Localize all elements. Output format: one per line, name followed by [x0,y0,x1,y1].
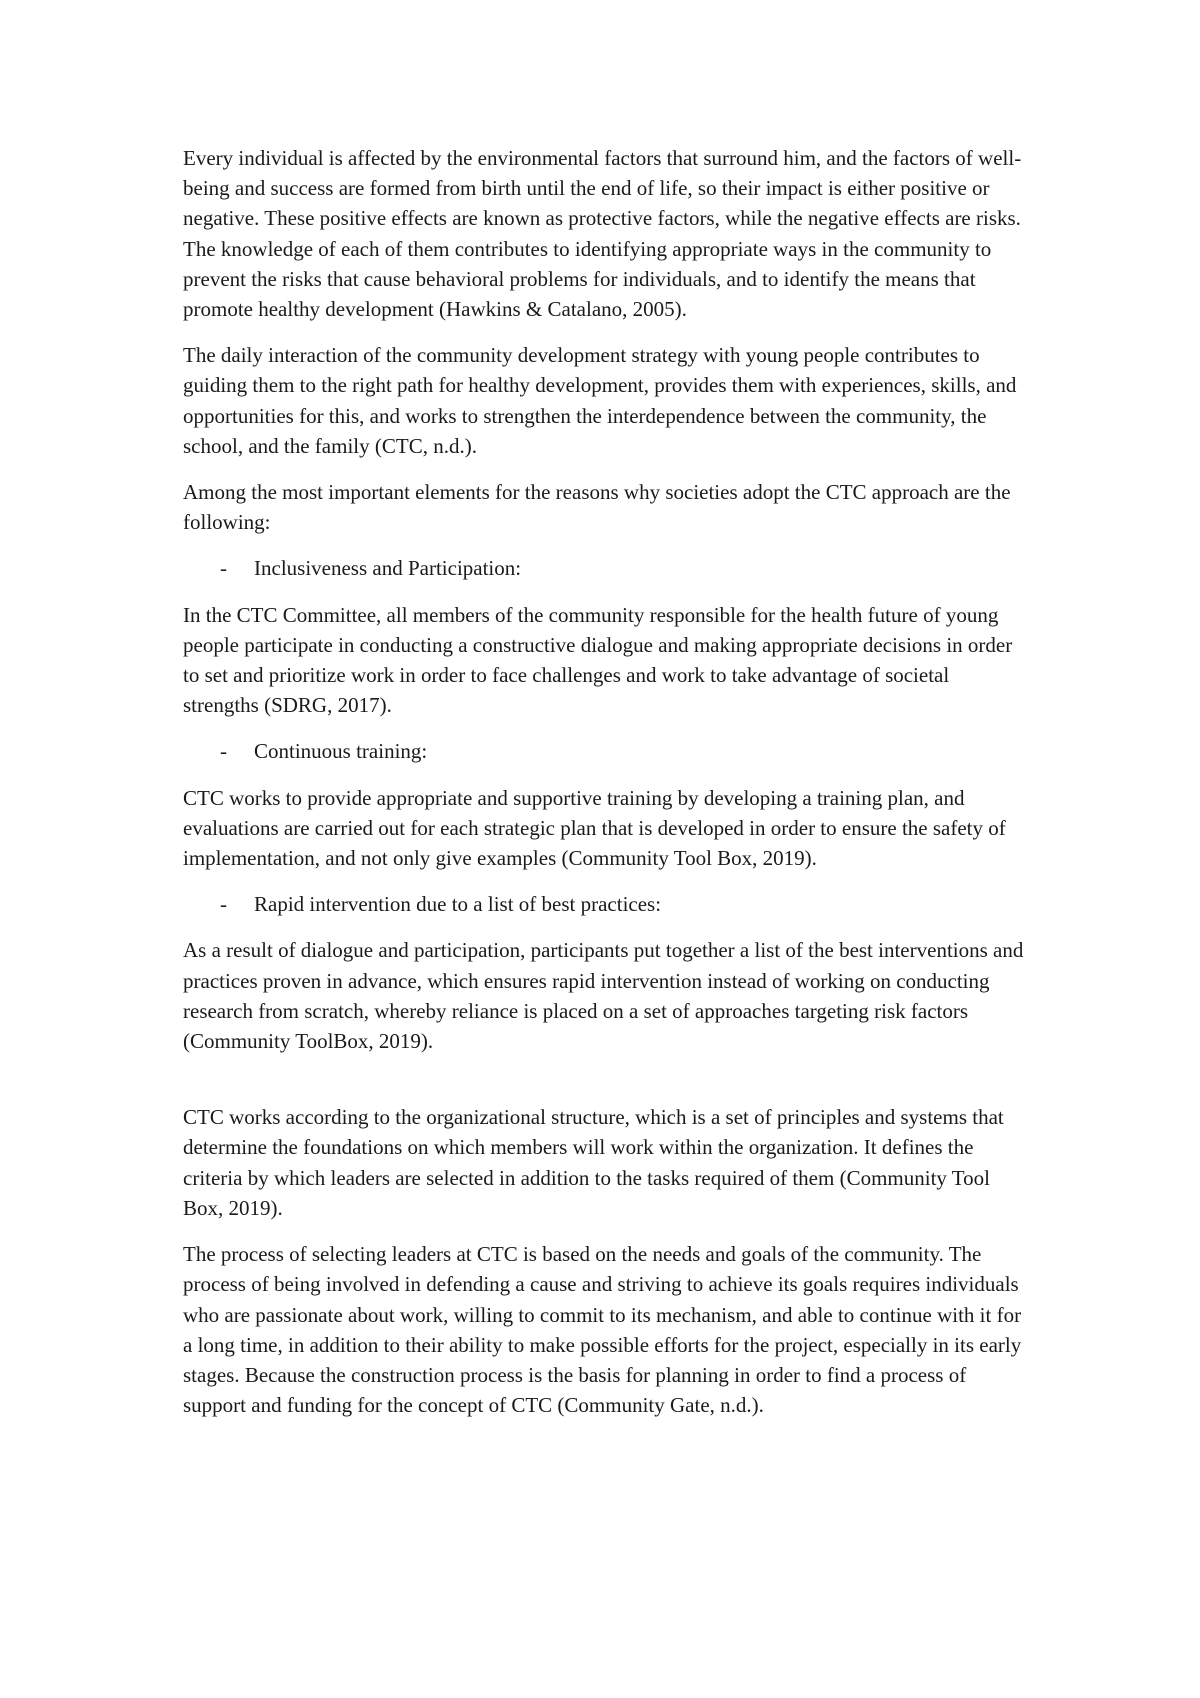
paragraph-ctc-committee: In the CTC Committee, all members of the community responsible for the health future of young people participate in conducting a constructive dialogue and making appropriate decisions in order to set and prioritize work in order to face challenges and work to take advantage of societal strengths (SDRG, 2017). [183,602,1013,718]
bullet-label: Rapid intervention due to a list of best practices: [254,892,662,917]
bullet-label: Inclusiveness and Participation: [254,556,522,581]
paragraph-daily-interaction: The daily interaction of the community development strategy with young people contributes to guiding them to the right path for healthy development, provides them with experiences, skills, and opportunities for this, and works to strengthen the interdependence between the community, the school, and the family (CTC, n.d.). [183,343,1017,458]
bullet-marker: - [220,739,227,764]
document-body [183,143,1028,1436]
bullet-label: Continuous training: [254,739,428,764]
bullet-rapid-intervention [183,889,1028,919]
paragraph-training: CTC works to provide appropriate and supportive training by developing a training plan, and evaluations are carried out for each strategic plan that is developed in order to ensure the safety of implementation, and not only give examples (Community Tool Box, 2019). [183,785,1006,871]
bullet-inclusiveness [183,553,1028,583]
paragraph-environmental-factors: Every individual is affected by the environmental factors that surround him, and the factors of well-being and success are formed from birth until the end of life, so their impact is either positive or negative. These positive effects are known as protective factors, while the negative effects are risks. The knowledge of each of them contributes to identifying appropriate ways in the community to prevent the risks that cause behavioral problems for individuals, and to identify the means that promote healthy development (Hawkins & Catalano, 2005). [183,146,1022,322]
paragraph-selecting-leaders: The process of selecting leaders at CTC is based on the needs and goals of the community. The process of being involved in defending a cause and striving to achieve its goals requires individuals who are passionate about work, willing to commit to its mechanism, and able to continue with it for a long time, in addition to their ability to make possible efforts for the project, especially in its early stages. Because the construction process is the basis for planning in order to find a process of support and funding for the concept of CTC (Community Gate, n.d.). [183,1242,1022,1418]
paragraph-best-practices: As a result of dialogue and participation, participants put together a list of the best interventions and practices proven in advance, which ensures rapid intervention instead of working on conducting research from scratch, whereby reliance is placed on a set of approaches targeting risk factors (Community ToolBox, 2019). [183,938,1024,1054]
paragraph-organizational-structure: CTC works according to the organizational structure, which is a set of principles and systems that determine the foundations on which members will work within the organization. It defines the criteria by which leaders are selected in addition to the tasks required of them (Community Tool Box, 2019). [183,1105,1004,1220]
bullet-marker: - [220,892,227,917]
bullet-continuous-training [183,736,1028,766]
paragraph-important-elements: Among the most important elements for the reasons why societies adopt the CTC approach are the following: [183,480,1011,535]
bullet-marker: - [220,556,227,581]
